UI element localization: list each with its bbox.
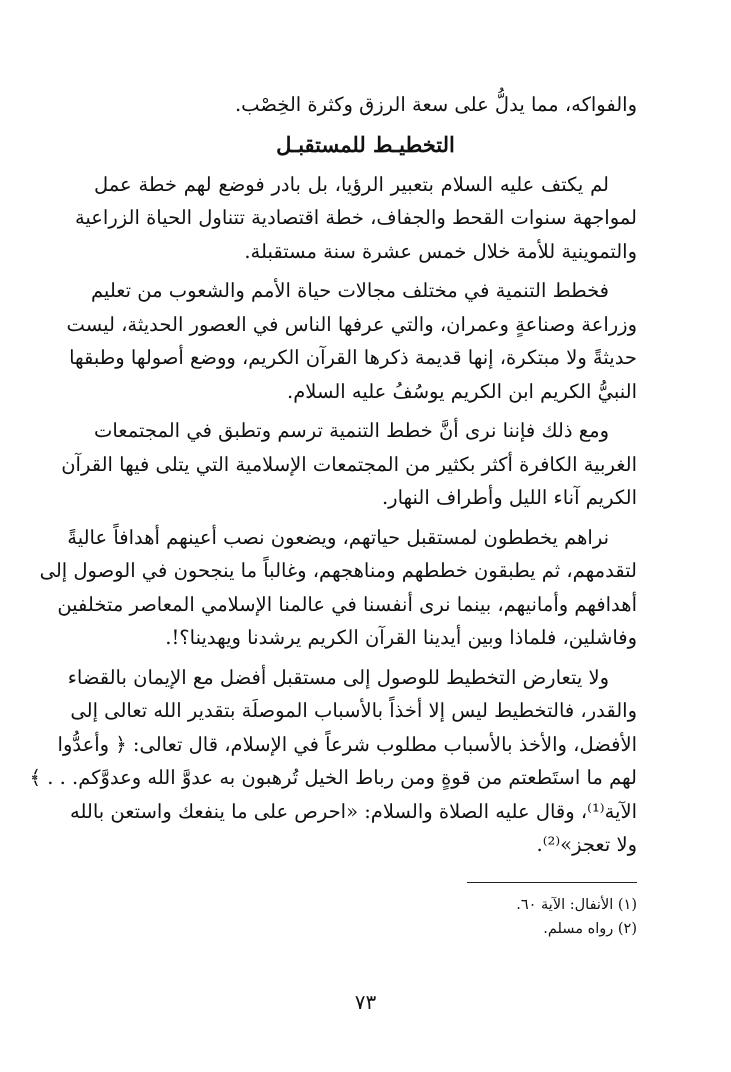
- paragraph-line: والتموينية للأمة خلال خمس عشرة سنة مستقبلة.: [244, 239, 637, 263]
- paragraph-line: ولا تعجز»⁽²⁾.: [536, 833, 637, 856]
- paragraph-4: [39, 521, 637, 655]
- paragraph-line: وفاشلين، فلماذا وبين أيدينا القرآن الكريم يرشدنا ويهدينا؟!.: [165, 626, 637, 649]
- paragraph-line: الكريم آناء الليل وأطراف النهار.: [381, 486, 637, 509]
- paragraph-line: لتقدمهم، ثم يطبقون خططهم ومناهجهم، وغالباً ما ينجحون في الوصول إلى: [39, 559, 637, 582]
- paragraph-line: حديثةً ولا مبتكرة، إنها قديمة ذكرها القرآن الكريم، ووضع أصولها وطبقها: [69, 346, 637, 369]
- paragraph-5: [29, 661, 637, 862]
- footnote-divider: [467, 882, 637, 883]
- page-number: ٧٣: [354, 990, 377, 1014]
- paragraph-line: أهدافهم وأمانيهم، بينما نرى أنفسنا في عالمنا الإسلامي المعاصر متخلفين: [57, 592, 637, 616]
- paragraph-line: لهم ما استَطعتم من قوةٍ ومن رباط الخيل تُرهبون به عدوَّ الله وعدوَّكم. . . ﴾: [29, 766, 637, 789]
- top-line: والفواكه، مما يدلُّ على سعة الرزق وكثرة الخِصْب.: [234, 93, 637, 116]
- paragraph-line: ولا يتعارض التخطيط للوصول إلى مستقبل أفضل مع الإيمان بالقضاء: [67, 665, 609, 689]
- paragraph-line: لم يكتف عليه السلام بتعبير الرؤيا، بل بادر فوضع لهم خطة عمل: [94, 172, 609, 196]
- paragraph-line: ومع ذلك فإننا نرى أنَّ خطط التنمية ترسم وتطبق في المجتمعات: [94, 419, 609, 442]
- paragraph-line: نراهم يخططون لمستقبل حياتهم، ويضعون نصب أعينهم أهدافاً عاليةً: [67, 525, 609, 549]
- paragraph-3: [61, 414, 637, 515]
- paragraph-line: الغربية الكافرة أكثر بكثير من المجتمعات الإسلامية التي يتلى فيها القرآن: [61, 452, 637, 476]
- paragraph-line: وزراعة وصناعةٍ وعمران، والتي عرفها الناس في العصور الحديثة، ليست: [66, 312, 637, 336]
- paragraph-line: الآية⁽¹⁾، وقال عليه الصلاة والسلام: «احرص على ما ينفعك واستعن بالله: [70, 799, 637, 823]
- section-heading: التخطيـط للمستقبـل: [276, 131, 455, 157]
- paragraph-line: النبيُّ الكريم ابن الكريم يوسُفُ عليه السلام.: [287, 379, 637, 403]
- footnote-1: (١) الأنفال: الآية ٦٠.: [516, 896, 637, 913]
- paragraph-line: الأفضل، والأخذ بالأسباب مطلوب شرعاً في الإسلام، قال تعالى: ﴿ وأعدُّوا: [57, 732, 637, 756]
- paragraph-2: [66, 274, 637, 408]
- paragraph-1: [74, 168, 637, 269]
- paragraph-line: والقدر، فالتخطيط ليس إلا أخذاً بالأسباب الموصلَة بتقدير الله تعالى إلى: [70, 699, 637, 722]
- footnote-2: (٢) رواه مسلم.: [543, 920, 637, 937]
- paragraph-line: فخطط التنمية في مختلف مجالات حياة الأمم والشعوب من تعليم: [90, 279, 609, 302]
- paragraph-line: لمواجهة سنوات القحط والجفاف، خطة اقتصادية تتناول الحياة الزراعية: [74, 206, 637, 229]
